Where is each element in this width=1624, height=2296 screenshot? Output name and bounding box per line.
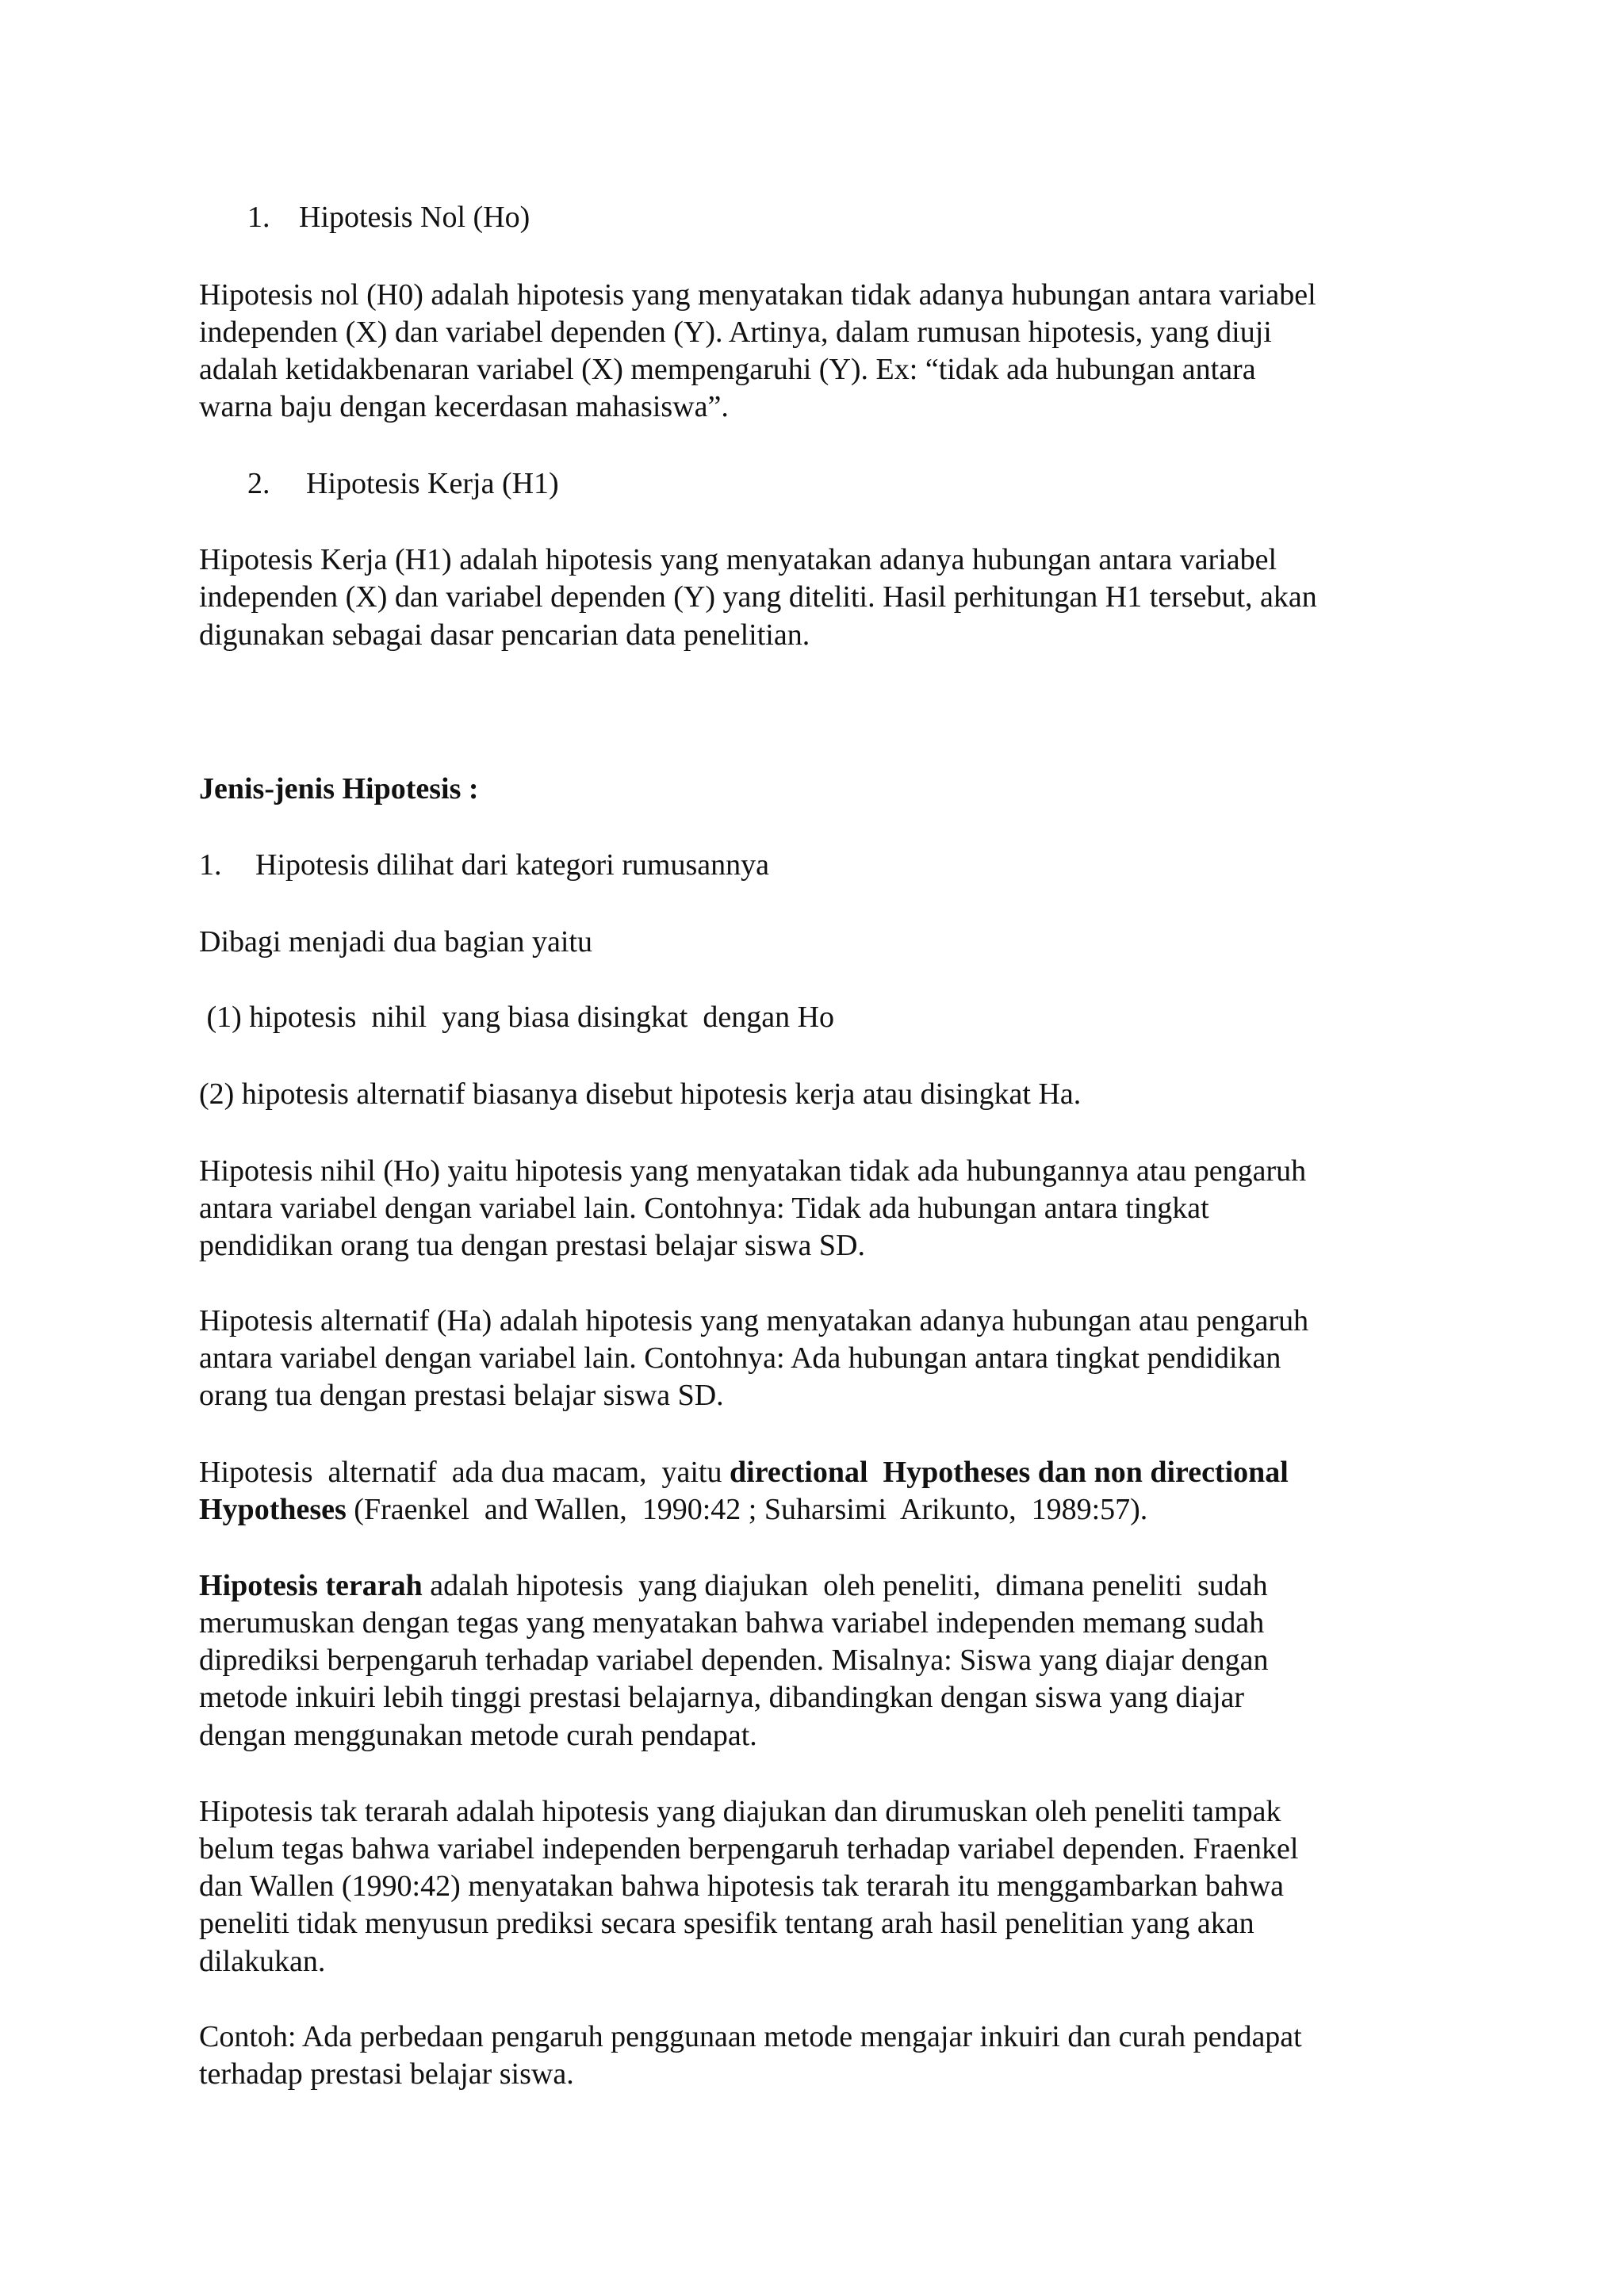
paragraph-line: independen (X) dan variabel dependen (Y) yang diteliti. Hasil perhitungan H1 tersebut, akan — [199, 580, 1317, 614]
text-run: (Fraenkel and Wallen, 1990:42 ; Suharsimi Arikunto, 1989:57). — [346, 1493, 1148, 1526]
paragraph-line — [199, 1491, 1147, 1528]
paragraph-line — [199, 1454, 1289, 1490]
paragraph-line: Hipotesis alternatif (Ha) adalah hipotesis yang menyatakan adanya hubungan atau pengaruh — [199, 1304, 1309, 1337]
paragraph-line: belum tegas bahwa variabel independen berpengaruh terhadap variabel dependen. Fraenkel — [199, 1832, 1299, 1866]
paragraph-line: dan Wallen (1990:42) menyatakan bahwa hipotesis tak terarah itu menggambarkan bahwa — [199, 1869, 1284, 1903]
section-title: Hipotesis Kerja (H1) — [306, 467, 559, 500]
paragraph-line: metode inkuiri lebih tinggi prestasi belajarnya, dibandingkan dengan siswa yang diajar — [199, 1681, 1245, 1714]
paragraph-line: adalah ketidakbenaran variabel (X) mempengaruhi (Y). Ex: “tidak ada hubungan antara — [199, 353, 1256, 386]
paragraph-line: antara variabel dengan variabel lain. Contohnya: Tidak ada hubungan antara tingkat — [199, 1192, 1209, 1225]
paragraph-line: Hipotesis nol (H0) adalah hipotesis yang menyatakan tidak adanya hubungan antara variabel — [199, 278, 1316, 312]
list-number: 1. — [199, 848, 222, 882]
paragraph-line: merumuskan dengan tegas yang menyatakan bahwa variabel independen memang sudah — [199, 1606, 1265, 1640]
paragraph-line: Hipotesis tak terarah adalah hipotesis yang diajukan dan dirumuskan oleh peneliti tampak — [199, 1795, 1281, 1828]
bold-term: directional Hypotheses dan non directional — [730, 1456, 1289, 1489]
text-run: adalah hipotesis yang diajukan oleh peneliti, dimana peneliti sudah — [422, 1569, 1268, 1602]
list-number: 2. — [247, 467, 270, 500]
paragraph-line: dengan menggunakan metode curah pendapat. — [199, 1719, 757, 1752]
paragraph-line: dilakukan. — [199, 1945, 326, 1978]
paragraph-line: Dibagi menjadi dua bagian yaitu — [199, 925, 592, 959]
paragraph-line: Hipotesis Kerja (H1) adalah hipotesis yang menyatakan adanya hubungan antara variabel — [199, 543, 1277, 576]
paragraph-line: independen (X) dan variabel dependen (Y). Artinya, dalam rumusan hipotesis, yang diuji — [199, 316, 1272, 349]
bold-term: Hypotheses — [199, 1493, 347, 1526]
list-point: (1) hipotesis nihil yang biasa disingkat dengan Ho — [199, 1001, 835, 1034]
section-heading: Jenis-jenis Hipotesis : — [199, 772, 479, 806]
paragraph-line: diprediksi berpengaruh terhadap variabel dependen. Misalnya: Siswa yang diajar dengan — [199, 1644, 1269, 1677]
paragraph-line: warna baju dengan kecerdasan mahasiswa”. — [199, 390, 729, 423]
list-point: (2) hipotesis alternatif biasanya disebut hipotesis kerja atau disingkat Ha. — [199, 1077, 1082, 1111]
paragraph-line: peneliti tidak menyusun prediksi secara spesifik tentang arah hasil penelitian yang akan — [199, 1907, 1254, 1940]
section-title: Hipotesis Nol (Ho) — [299, 201, 530, 234]
paragraph-line: terhadap prestasi belajar siswa. — [199, 2057, 574, 2091]
paragraph-line: orang tua dengan prestasi belajar siswa SD. — [199, 1379, 724, 1412]
paragraph-line: Hipotesis nihil (Ho) yaitu hipotesis yang menyatakan tidak ada hubungannya atau pengaruh — [199, 1154, 1307, 1188]
list-item-text: Hipotesis dilihat dari kategori rumusannya — [255, 848, 769, 882]
paragraph-line: pendidikan orang tua dengan prestasi belajar siswa SD. — [199, 1229, 865, 1262]
bold-term: Hipotesis terarah — [199, 1569, 423, 1602]
paragraph-line — [199, 1567, 1268, 1604]
paragraph-line: Contoh: Ada perbedaan pengaruh penggunaan metode mengajar inkuiri dan curah pendapat — [199, 2020, 1302, 2053]
text-run: Hipotesis alternatif ada dua macam, yaitu — [199, 1456, 730, 1489]
paragraph-line: digunakan sebagai dasar pencarian data penelitian. — [199, 618, 810, 652]
paragraph-line: antara variabel dengan variabel lain. Contohnya: Ada hubungan antara tingkat pendidikan — [199, 1341, 1281, 1375]
list-number: 1. — [247, 201, 270, 234]
